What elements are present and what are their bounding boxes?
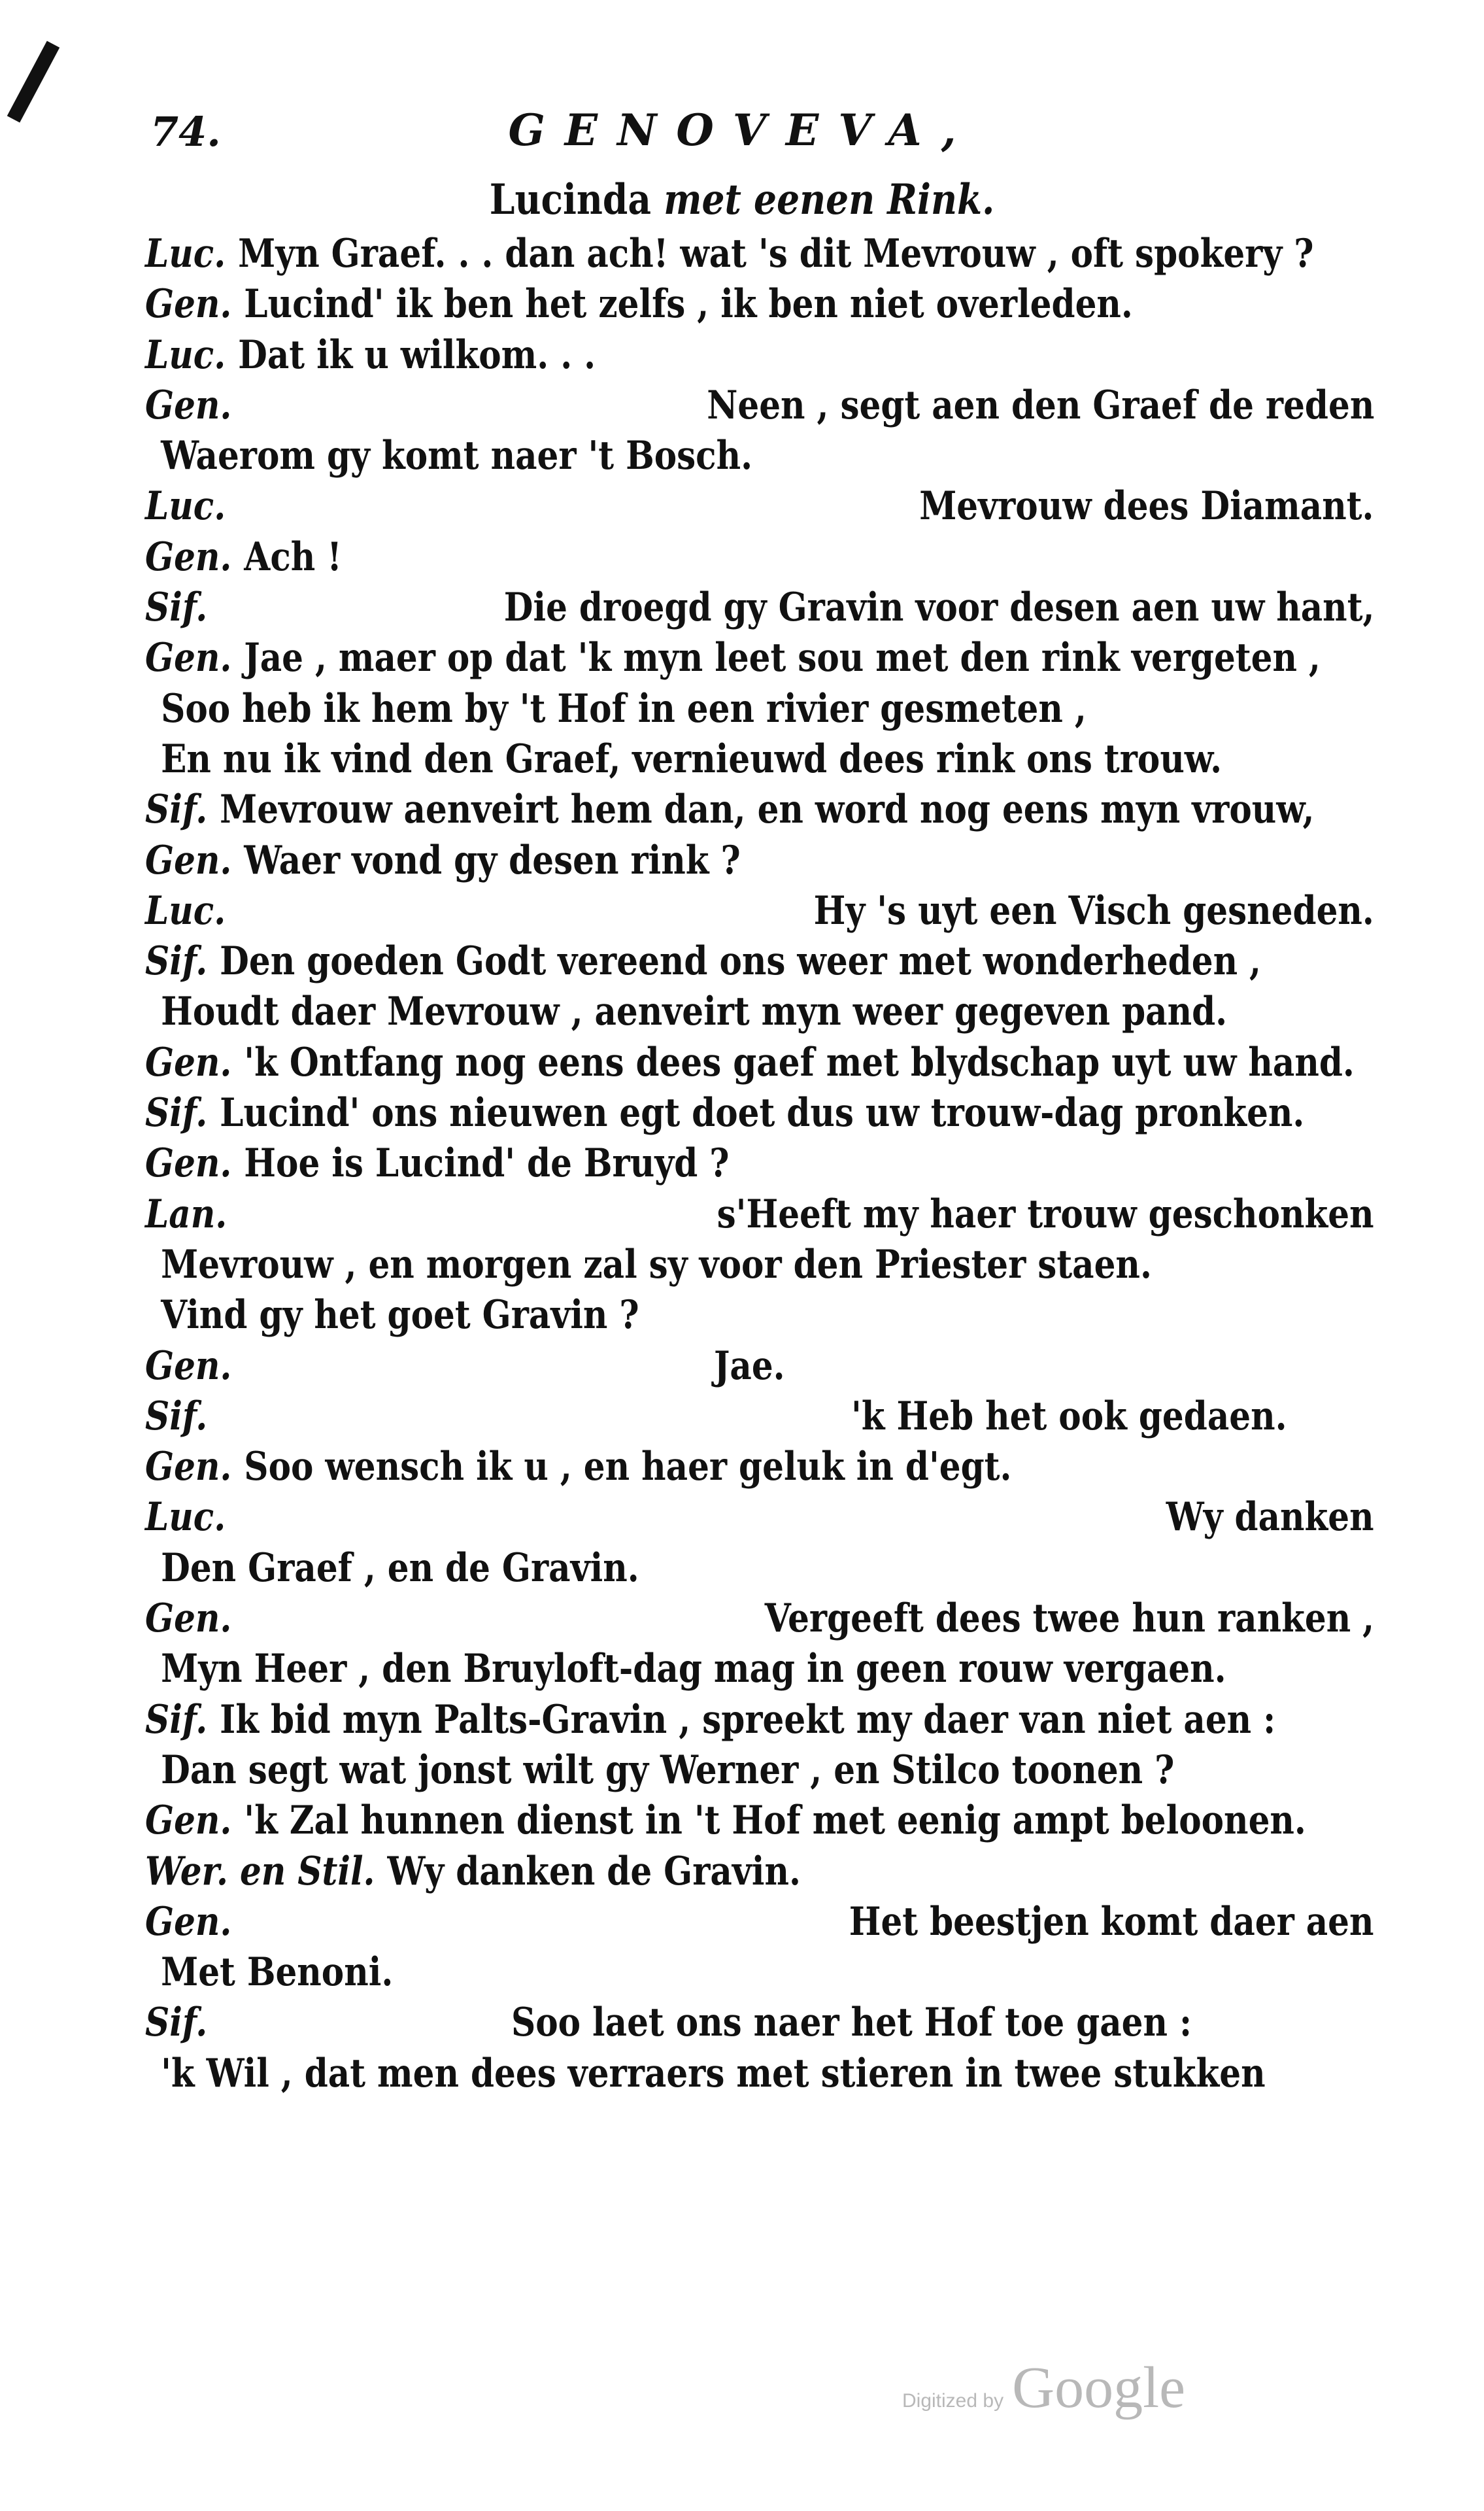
dialogue-line — [145, 886, 1374, 936]
verse-text: Soo laet ons naer het Hof toe gaen : — [511, 2000, 1192, 2046]
verse-text: En nu ik vind den Graef, vernieuwd dees rink ons trouw. — [161, 736, 1223, 782]
speaker-label: Sif. — [145, 2000, 208, 2046]
dialogue-line — [145, 229, 1374, 279]
speaker-label: Gen. — [145, 1039, 232, 1085]
speaker-label: Sif. — [145, 1090, 208, 1136]
verse-text: Lucind' ik ben het zelfs , ik ben niet overleden. — [244, 281, 1133, 328]
verse-text: Myn Heer , den Bruyloft-dag mag in geen rouw vergaen. — [161, 1646, 1226, 1692]
dialogue-line — [145, 1492, 1374, 1543]
verse-text: Soo heb ik hem by 't Hof in een rivier gesmeten , — [161, 685, 1087, 732]
speaker-label: Gen. — [145, 837, 232, 883]
verse-text: Mevrouw dees Diamant. — [919, 483, 1374, 530]
dialogue-line — [145, 633, 1374, 683]
verse-text: 'k Zal hunnen dienst in 't Hof met eenig ampt beloonen. — [244, 1798, 1306, 1844]
scene-heading — [104, 175, 1380, 224]
speaker-label: Sif. — [145, 585, 208, 631]
dialogue-line — [145, 1038, 1374, 1088]
digitized-watermark — [902, 2354, 1185, 2421]
verse-text: 'k Wil , dat men dees verraers met stieren in twee stukken — [161, 2050, 1266, 2096]
dialogue-line — [145, 1796, 1374, 1846]
watermark-prefix: Digitized by — [902, 2390, 1004, 2412]
verse-text: Jae , maer op dat 'k myn leet sou met den rink vergeten , — [244, 635, 1321, 681]
verse-text: Mevrouw aenveirt hem dan, en word nog eens myn vrouw, — [220, 787, 1315, 833]
dialogue-line — [145, 734, 1374, 785]
dialogue-line — [145, 1341, 1374, 1392]
dialogue-line — [145, 1594, 1374, 1644]
speaker-label: Sif. — [145, 1393, 208, 1439]
dialogue-line — [145, 330, 1374, 381]
dialogue-line — [145, 1644, 1374, 1694]
dialogue-line — [145, 2049, 1374, 2099]
dialogue-line — [145, 1088, 1374, 1138]
dialogue-line — [145, 1442, 1374, 1492]
dialogue-line — [145, 1543, 1374, 1594]
dialogue-lines — [145, 229, 1374, 2099]
verse-text: Het beestjen komt daer aen — [849, 1898, 1374, 1945]
verse-text: Myn Graef. . . dan ach! wat 's dit Mevrouw , oft spokery ? — [238, 231, 1314, 277]
dialogue-line — [145, 1290, 1374, 1341]
page-number: 74. — [150, 108, 221, 156]
verse-text: s'Heeft my haer trouw geschonken — [717, 1191, 1374, 1237]
dialogue-line — [145, 936, 1374, 987]
verse-text: Houdt daer Mevrouw , aenveirt myn weer gegeven pand. — [161, 989, 1228, 1035]
dialogue-line — [145, 381, 1374, 431]
dialogue-line — [145, 1998, 1374, 2048]
speaker-label: Gen. — [145, 382, 232, 428]
verse-text: Hoe is Lucind' de Bruyd ? — [244, 1140, 730, 1187]
scene-heading-name: Lucinda — [489, 175, 652, 224]
verse-text: Wy danken — [1166, 1494, 1374, 1541]
speaker-label: Wer. en Stil. — [145, 1848, 375, 1894]
verse-text: Soo wensch ik u , en haer geluk in d'egt. — [244, 1444, 1012, 1490]
speaker-label: Gen. — [145, 281, 232, 328]
dialogue-line — [145, 481, 1374, 532]
speaker-label: Gen. — [145, 1898, 232, 1945]
speaker-label: Luc. — [145, 332, 226, 378]
dialogue-line — [145, 532, 1374, 583]
speaker-label: Gen. — [145, 534, 232, 580]
speaker-label: Gen. — [145, 1342, 232, 1389]
verse-text: Waerom gy komt naer 't Bosch. — [161, 433, 753, 479]
dialogue-line — [145, 1695, 1374, 1745]
verse-text: Vergeeft dees twee hun ranken , — [764, 1596, 1374, 1642]
verse-text: Mevrouw , en morgen zal sy voor den Priester staen. — [161, 1241, 1152, 1288]
verse-text: Met Benoni. — [161, 1949, 394, 1996]
google-logo-text: Google — [1012, 2355, 1186, 2420]
dialogue-line — [145, 583, 1374, 633]
verse-text: Die droegd gy Gravin voor desen aen uw hant, — [503, 585, 1374, 631]
speaker-label: Gen. — [145, 1596, 232, 1642]
speaker-label: Luc. — [145, 231, 226, 277]
speaker-label: Luc. — [145, 887, 226, 934]
dialogue-line — [145, 431, 1374, 481]
verse-text: Den goeden Godt vereend ons weer met wonderheden , — [220, 938, 1262, 985]
dialogue-line — [145, 1847, 1374, 1897]
verse-text: Den Graef , en de Gravin. — [161, 1545, 639, 1591]
verse-text: Neen , segt aen den Graef de reden — [706, 382, 1374, 428]
speaker-label: Gen. — [145, 1140, 232, 1187]
dialogue-line — [145, 1189, 1374, 1240]
speaker-label: Sif. — [145, 938, 208, 985]
dialogue-line — [145, 1392, 1374, 1442]
speaker-label: Gen. — [145, 1798, 232, 1844]
verse-text: Dat ik u wilkom. . . — [238, 332, 596, 378]
verse-text: Hy 's uyt een Visch gesneden. — [813, 887, 1374, 934]
verse-text: Ach ! — [244, 534, 342, 580]
verse-text: Vind gy het goet Gravin ? — [161, 1292, 639, 1339]
speaker-label: Gen. — [145, 635, 232, 681]
dialogue-line — [145, 1947, 1374, 1998]
speaker-label: Luc. — [145, 483, 226, 530]
dialogue-line — [145, 279, 1374, 330]
scene-heading-rest: met eenen Rink. — [664, 175, 995, 224]
verse-text: Wy danken de Gravin. — [387, 1848, 801, 1894]
dialogue-line — [145, 987, 1374, 1037]
verse-text: Jae. — [714, 1342, 785, 1389]
dialogue-line — [145, 684, 1374, 734]
verse-text: Lucind' ons nieuwen egt doet dus uw trouw-dag pronken. — [220, 1090, 1305, 1136]
speaker-label: Gen. — [145, 1444, 232, 1490]
dialogue-line — [145, 1240, 1374, 1290]
verse-text: Ik bid myn Palts-Gravin , spreekt my daer van niet aen : — [220, 1696, 1276, 1743]
verse-text: Waer vond gy desen rink ? — [244, 837, 741, 883]
dialogue-line — [145, 1897, 1374, 1947]
dialogue-line — [145, 785, 1374, 835]
speaker-label: Sif. — [145, 787, 208, 833]
dialogue-line — [145, 1745, 1374, 1796]
speaker-label: Lan. — [145, 1191, 228, 1237]
verse-text: Dan segt wat jonst wilt gy Werner , en Stilco toonen ? — [161, 1747, 1175, 1793]
verse-text: 'k Heb het ook gedaen. — [851, 1393, 1287, 1439]
verse-text: 'k Ontfang nog eens dees gaef met blydschap uyt uw hand. — [244, 1039, 1355, 1085]
speaker-label: Sif. — [145, 1696, 208, 1743]
dialogue-line — [145, 1138, 1374, 1189]
dialogue-line — [145, 836, 1374, 886]
speaker-label: Luc. — [145, 1494, 226, 1541]
running-head: GENOVEVA, — [508, 105, 976, 156]
